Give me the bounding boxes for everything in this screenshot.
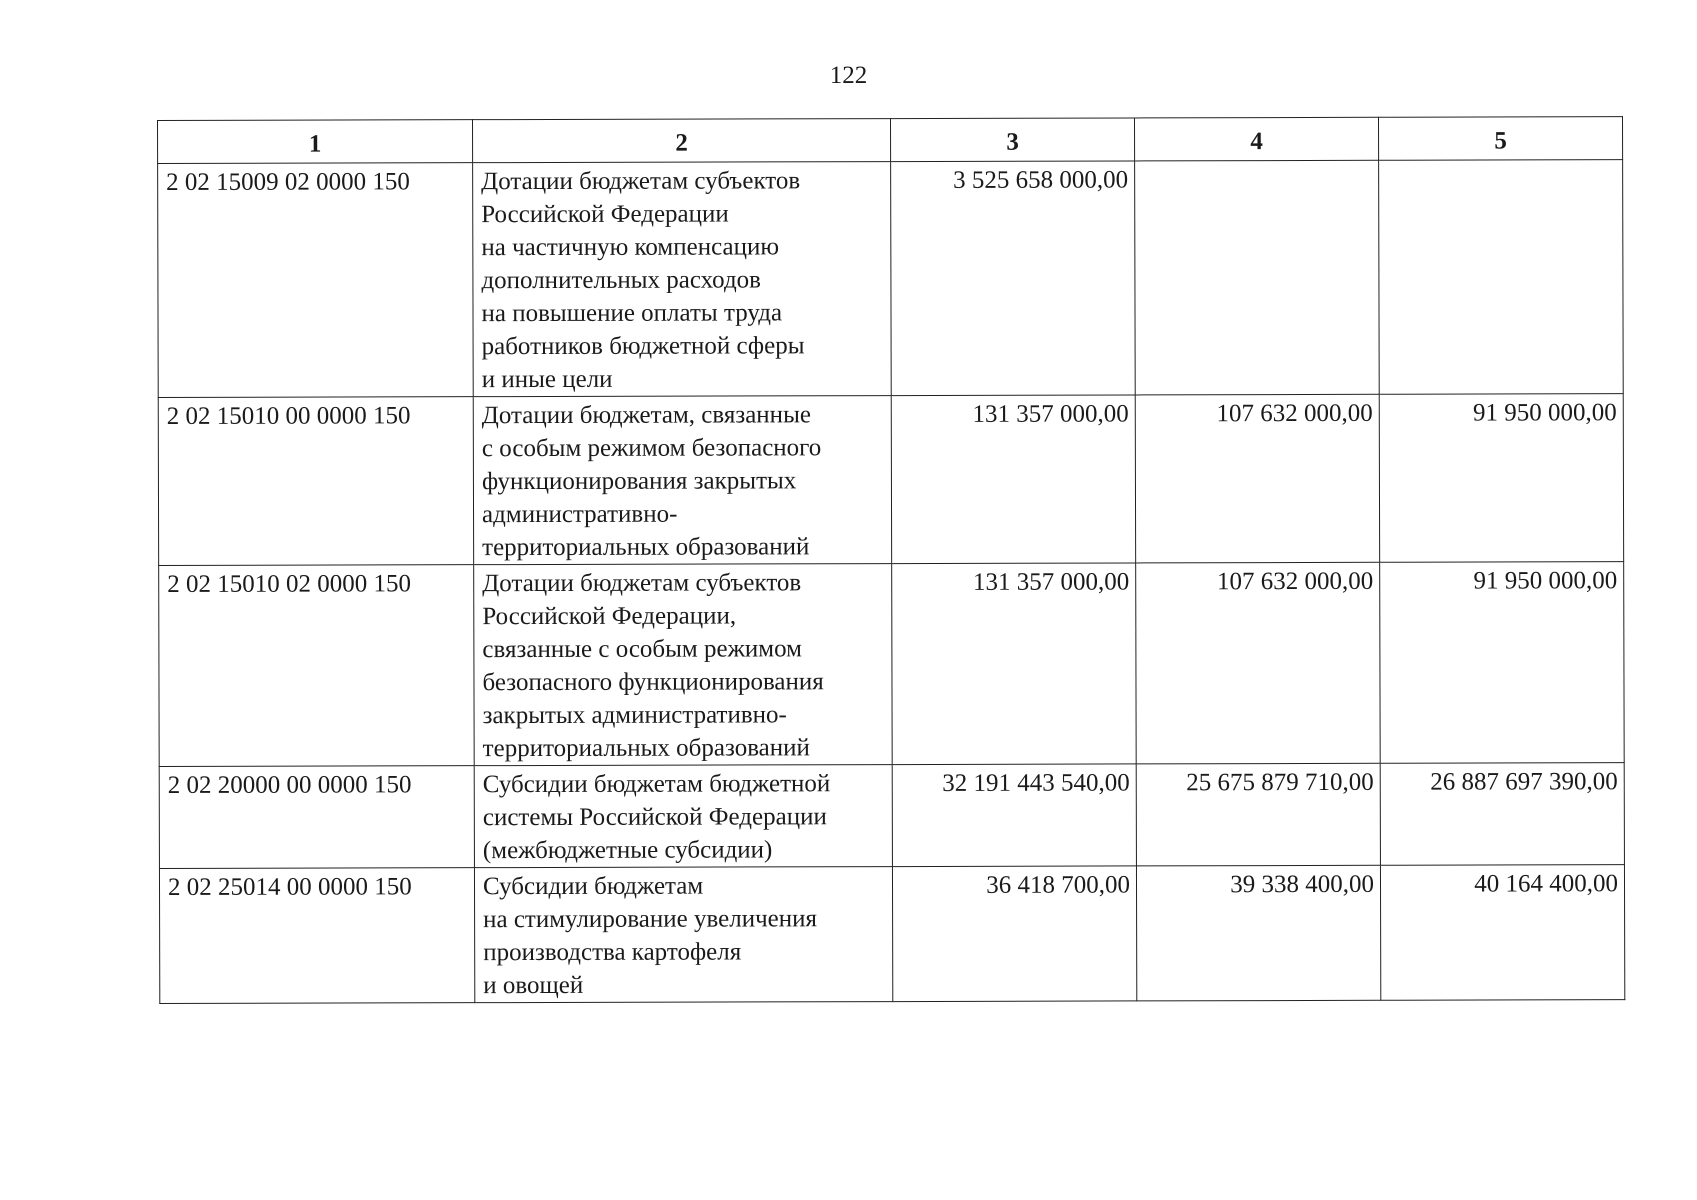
- row-value-4: 39 338 400,00: [1136, 865, 1380, 1001]
- row-value-5: 91 950 000,00: [1380, 562, 1625, 764]
- row-code: 2 02 25014 00 0000 150: [159, 868, 474, 1004]
- row-value-5: 26 887 697 390,00: [1380, 763, 1624, 866]
- table-row: [159, 865, 1624, 1004]
- table-row: [158, 394, 1623, 566]
- row-value-4: 25 675 879 710,00: [1136, 763, 1380, 866]
- column-header-5: 5: [1378, 117, 1622, 161]
- row-code: 2 02 20000 00 0000 150: [159, 766, 474, 869]
- column-header-2: 2: [473, 119, 891, 163]
- row-value-3: 131 357 000,00: [892, 563, 1137, 765]
- row-name: Дотации бюджетам, связанные с особым режимом безопасного функционирования закрытых административно- территориальных образований: [473, 396, 891, 565]
- row-name: Субсидии бюджетам бюджетной системы Российской Федерации (межбюджетные субсидии): [474, 765, 892, 868]
- row-value-3: 3 525 658 000,00: [891, 161, 1136, 396]
- row-code: 2 02 15009 02 0000 150: [158, 163, 474, 398]
- row-name: Дотации бюджетам субъектов Российской Федерации на частичную компенсацию дополнительных расходов на повышение оплаты труда работников бюджетной сферы и иные цели: [473, 162, 892, 397]
- column-header-1: 1: [158, 120, 473, 164]
- row-value-5: [1379, 160, 1624, 395]
- row-value-4: [1135, 160, 1380, 395]
- row-value-3: 36 418 700,00: [892, 866, 1136, 1002]
- budget-table: [157, 116, 1625, 1004]
- row-name: Дотации бюджетам субъектов Российской Федерации, связанные с особым режимом безопасного функционирования закрытых административно- территориальных образований: [474, 564, 893, 766]
- row-code: 2 02 15010 02 0000 150: [159, 565, 475, 767]
- table-row: [159, 763, 1624, 869]
- table-row: [158, 160, 1624, 398]
- row-value-5: 40 164 400,00: [1380, 865, 1624, 1001]
- row-value-3: 32 191 443 540,00: [892, 764, 1136, 867]
- row-name: Субсидии бюджетам на стимулирование увеличения производства картофеля и овощей: [474, 867, 892, 1003]
- row-value-3: 131 357 000,00: [891, 395, 1135, 564]
- column-header-4: 4: [1134, 117, 1378, 161]
- page-number: 122: [829, 62, 868, 89]
- row-value-4: 107 632 000,00: [1135, 394, 1379, 563]
- column-header-3: 3: [890, 118, 1134, 162]
- row-value-5: 91 950 000,00: [1379, 394, 1623, 563]
- row-code: 2 02 15010 00 0000 150: [158, 397, 473, 566]
- table-row: [159, 562, 1625, 767]
- row-value-4: 107 632 000,00: [1136, 562, 1381, 764]
- table-header-row: [158, 117, 1623, 164]
